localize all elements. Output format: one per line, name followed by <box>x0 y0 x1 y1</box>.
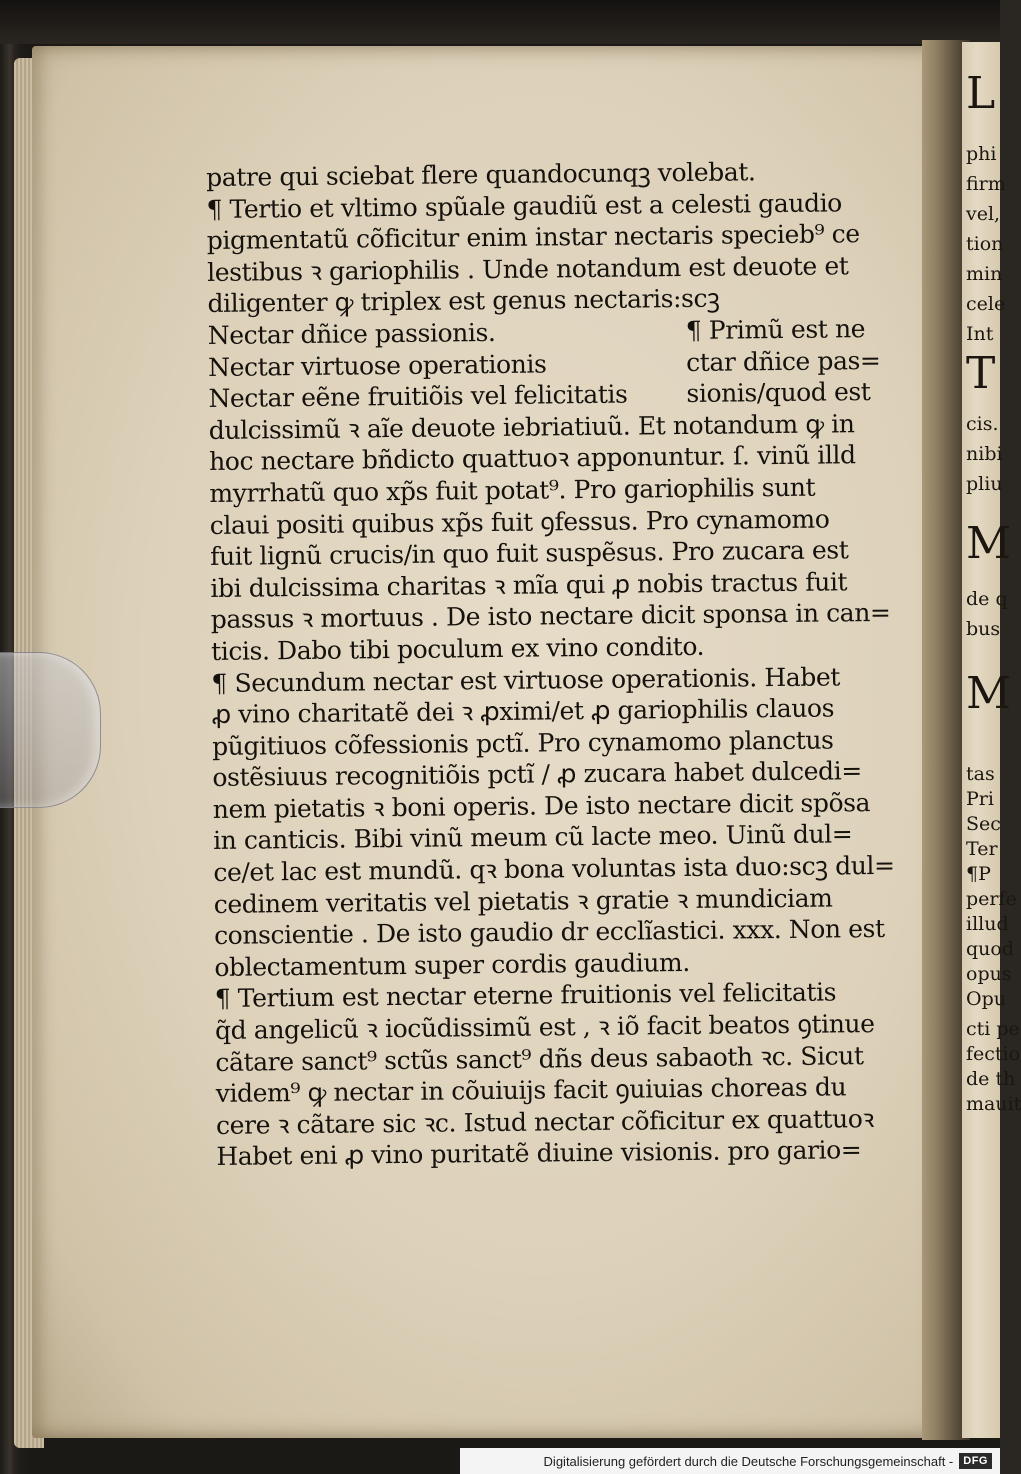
facing-page-fragment: Int <box>966 323 994 345</box>
facing-page-fragment: L <box>966 68 996 119</box>
right-column-line: ¶ Primũ est ne <box>685 314 866 345</box>
facing-page-fragment: T <box>966 348 996 399</box>
text-line: pigmentatũ cõficitur enim instar nectaris specieb⁹ ce <box>206 219 860 256</box>
text-line: Nectar dñice passionis. <box>207 317 496 350</box>
text-line: cere ꝛ cãtare sic ꝛc. Istud nectar cõficitur ex quattuoꝛ <box>215 1103 875 1140</box>
text-line: hoc nectare bñdicto quattuoꝛ apponuntur. ſ. vinũ illd <box>208 440 856 477</box>
facing-page-fragment: pliu <box>966 473 1003 495</box>
text-line: pũgitiuos cõfessionis pctĩ. Pro cynamomo planctus <box>211 725 834 761</box>
page-clip <box>0 652 101 808</box>
facing-page-fragment: Opu <box>966 988 1006 1010</box>
text-line: oblectamentum super cordis gaudium. <box>214 947 690 982</box>
dfg-logo: DFG <box>959 1453 992 1469</box>
text-line: ¶ Tertium est nectar eterne fruitionis vel felicitatis <box>214 977 837 1014</box>
facing-page-fragment: illud <box>966 913 1009 935</box>
facing-page-fragment: nibi <box>966 443 1003 465</box>
text-line: Nectar virtuose operationis <box>207 349 547 382</box>
facing-page-fragment: M <box>966 668 1012 719</box>
text-line: ꝓ vino charitatẽ dei ꝛ ꝓximi/et ꝓ gariophilis clauos <box>211 693 835 730</box>
text-line: conscientie . De isto gaudio dr ecclĩastici. xxx. Non est <box>213 914 885 951</box>
facing-page-fragment: fectio <box>966 1043 1021 1065</box>
text-line: Nectar eẽne fruitiõis vel felicitatis <box>208 379 628 414</box>
facing-page-fragment: cele <box>966 293 1006 315</box>
facing-page-fragment: de th <box>966 1068 1016 1090</box>
text-line: diligenter ꝙ triplex est genus nectaris:scꝫ <box>207 284 720 319</box>
text-line: cedinem veritatis vel pietatis ꝛ gratie ꝛ mundiciam <box>213 883 833 919</box>
facing-page-fragment: cti pe <box>966 1018 1020 1040</box>
text-line: passus ꝛ mortuus . De isto nectare dicit sponsa in can= <box>210 598 891 635</box>
page-text <box>206 155 907 1173</box>
facing-page-fragment: Pri <box>966 788 994 810</box>
text-line: ¶ Tertio et vltimo spũale gaudiũ est a celesti gaudio <box>206 187 843 224</box>
facing-page-fragment: mauit <box>966 1093 1021 1115</box>
facing-page-fragment: opus <box>966 963 1012 985</box>
scan-top-edge <box>0 0 1000 44</box>
text-line: patre qui sciebat flere quandocunqꝫ volebat. <box>206 157 756 192</box>
facing-page-fragment: tas <box>966 763 995 785</box>
right-column-note <box>684 155 881 410</box>
facing-page-fragment: de q <box>966 588 1008 610</box>
facing-page-fragment: quod <box>966 938 1015 960</box>
text-line: ibi dulcissima charitas ꝛ mĩa qui ꝓ nobis tractus fuit <box>210 567 848 603</box>
digitization-footer <box>460 1448 1000 1474</box>
facing-page-fragment: bus <box>966 618 1001 640</box>
footer-text: Digitalisierung gefördert durch die Deutsche Forschungsgemeinschaft - <box>543 1453 954 1469</box>
text-line: q̃d angelicũ ꝛ iocũdissimũ est , ꝛ iõ facit beatos ꝯtinue <box>214 1009 875 1045</box>
text-line: cãtare sanct⁹ sctũs sanct⁹ dñs deus sabaoth ꝛc. Sicut <box>215 1040 864 1077</box>
text-line: Habet eni ꝓ vino puritatẽ diuine visionis. pro gario= <box>216 1135 862 1172</box>
text-line: ¶ Secundum nectar est virtuose operationis. Habet <box>211 661 841 698</box>
text-line: dulcissimũ ꝛ aĩe deuote iebriatiuũ. Et notandum ꝙ in <box>208 408 855 445</box>
facing-page-fragment: cis. <box>966 413 999 435</box>
facing-page-edge <box>962 42 1021 1438</box>
text-line: myrrhatũ quo xp̃s fuit potat⁹. Pro gariophilis sunt <box>209 472 816 508</box>
text-line: in canticis. Bibi vinũ meum cũ lacte meo. Uinũ dul= <box>212 819 853 856</box>
text-line: ostẽsiuus recognitiõis pctĩ / ꝓ zucara habet dulcedi= <box>212 756 862 793</box>
text-line: lestibus ꝛ gariophilis . Unde notandum est deuote et <box>207 251 849 287</box>
text-line: ce/et lac est mundũ. qꝛ bona voluntas ista duo:scꝫ dul= <box>213 850 895 888</box>
facing-page-fragment: tion <box>966 233 1004 255</box>
text-line: fuit lignũ crucis/in quo fuit suspẽsus. Pro zucara est <box>209 535 849 572</box>
text-line: nem pietatis ꝛ boni operis. De isto nectare dicit spõsa <box>212 787 871 824</box>
facing-page-fragment: Ter <box>966 838 998 860</box>
facing-page-fragment: ¶P <box>966 863 991 885</box>
facing-page-fragment: vel, <box>966 203 1001 225</box>
facing-page-fragment: min <box>966 263 1003 285</box>
facing-page-fragment: perfe <box>966 888 1017 910</box>
text-line: claui positi quibus xp̃s fuit ꝯfessus. Pro cynamomo <box>209 504 830 540</box>
facing-page-fragment: phi <box>966 143 997 165</box>
text-line: videm⁹ ꝙ nectar in cõuiuijs facit ꝯuiuias choreas du <box>215 1072 847 1109</box>
facing-page-fragment: Sec <box>966 813 1001 835</box>
text-line: ticis. Dabo tibi poculum ex vino condito. <box>210 631 705 666</box>
facing-page-fragment: firm <box>966 173 1006 195</box>
facing-page-fragment: M <box>966 518 1012 569</box>
right-column-line: sionis/quod est <box>686 377 871 409</box>
right-column-line: ctar dñice pas= <box>685 345 881 377</box>
